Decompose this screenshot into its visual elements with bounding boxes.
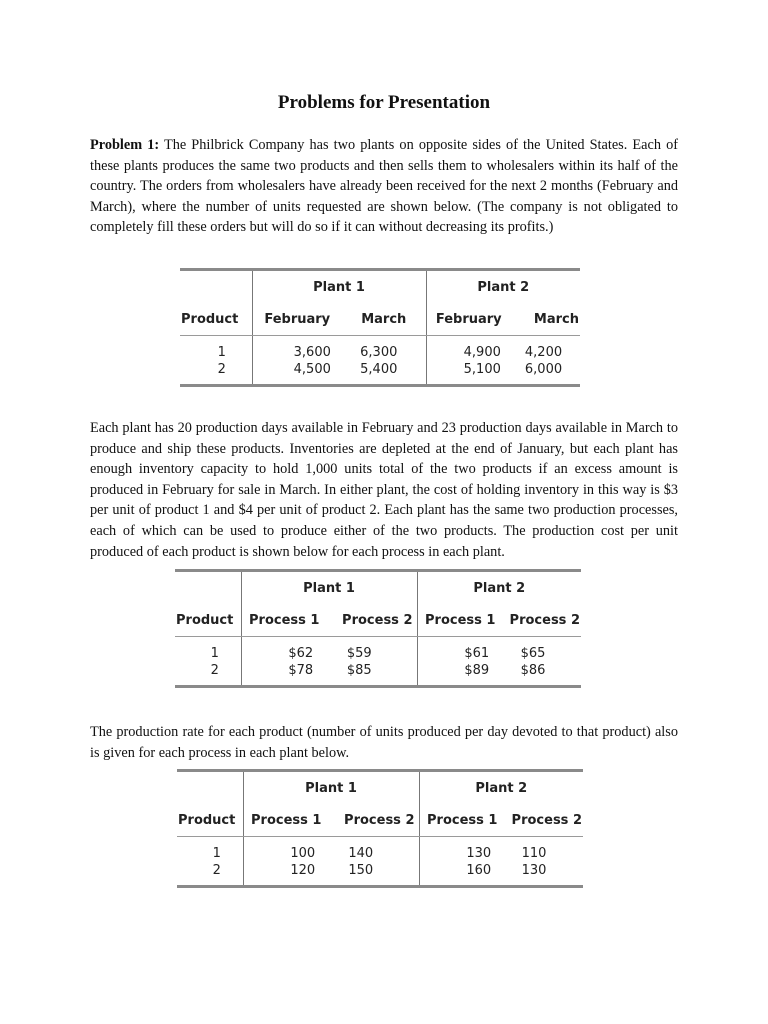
- plant-2-process-1-cell: [419, 837, 505, 887]
- cost-value: $86: [520, 663, 546, 678]
- rate-value: 140: [348, 846, 374, 861]
- cost-value: $89: [464, 663, 490, 678]
- corner-cell: [175, 571, 241, 606]
- rate-value: 120: [290, 863, 316, 878]
- plant-2-header: Plant 2: [419, 771, 583, 806]
- corner-cell: [177, 771, 243, 806]
- product-column-header: Product: [175, 605, 241, 637]
- product-column-header: Product: [177, 805, 243, 837]
- plant-2-header: Plant 2: [417, 571, 581, 606]
- order-value: 4,500: [293, 362, 331, 377]
- plant-1-process-2-cell: [327, 637, 417, 687]
- cost-value: $62: [288, 646, 314, 661]
- product-id: 1: [217, 345, 226, 360]
- rate-value: 110: [521, 846, 547, 861]
- plant-1-process-1-header: Process 1: [241, 605, 327, 637]
- problem-1-text: The Philbrick Company has two plants on opposite sides of the United States. Each of these plants produces the same two products and then sells them to wholesalers within its half of the country. The orders from wholesalers have already been received for the next 2 months (February and March), where the number of units requested are shown below. (The company is not obligated to completely fill these orders but will do so if it can without decreasing its profits.): [90, 137, 678, 236]
- rate-value: 150: [348, 863, 374, 878]
- plant-2-process-2-header: Process 2: [505, 805, 583, 837]
- product-id: 2: [210, 663, 219, 678]
- plant-1-process-2-header: Process 2: [329, 805, 419, 837]
- plant-1-header: Plant 1: [243, 771, 419, 806]
- plant-2-process-1-header: Process 1: [417, 605, 503, 637]
- page-title: Problems for Presentation: [277, 92, 491, 113]
- product-cell: [175, 637, 241, 687]
- plant-1-process-2-header: Process 2: [327, 605, 417, 637]
- plant-2-march-cell: [511, 336, 580, 386]
- product-id: 1: [210, 646, 219, 661]
- orders-table: [180, 268, 580, 387]
- product-id: 1: [212, 846, 221, 861]
- product-id: 2: [217, 362, 226, 377]
- rate-value: 160: [466, 863, 492, 878]
- product-cell: [180, 336, 252, 386]
- order-value: 5,400: [360, 362, 398, 377]
- plant-2-process-2-header: Process 2: [503, 605, 581, 637]
- plant-1-february-header: February: [252, 304, 342, 336]
- order-value: 6,000: [524, 362, 563, 377]
- plant-2-process-2-cell: [505, 837, 583, 887]
- plant-2-process-2-cell: [503, 637, 581, 687]
- product-cell: [177, 837, 243, 887]
- cost-value: $85: [346, 663, 372, 678]
- cost-value: $61: [464, 646, 490, 661]
- production-rate-paragraph: The production rate for each product (number of units produced per day devoted to that product) also is given for each process in each plant below.: [90, 724, 678, 761]
- plant-1-process-1-cell: [241, 637, 327, 687]
- cost-value: $59: [346, 646, 372, 661]
- cost-table: [175, 569, 581, 688]
- rate-value: 130: [466, 846, 492, 861]
- rate-table: [177, 769, 583, 888]
- plant-1-process-1-header: Process 1: [243, 805, 329, 837]
- plant-2-process-1-cell: [417, 637, 503, 687]
- plant-1-header: Plant 1: [252, 270, 426, 305]
- plant-1-header: Plant 1: [241, 571, 417, 606]
- problem-1-paragraph: [90, 135, 678, 238]
- plant-1-march-header: March: [342, 304, 426, 336]
- problem-label: Problem 1:: [90, 137, 160, 153]
- cost-value: $65: [520, 646, 546, 661]
- plant-2-header: Plant 2: [426, 270, 580, 305]
- plant-1-process-1-cell: [243, 837, 329, 887]
- plant-1-march-cell: [342, 336, 426, 386]
- product-column-header: Product: [180, 304, 252, 336]
- plant-1-process-2-cell: [329, 837, 419, 887]
- product-id: 2: [212, 863, 221, 878]
- rate-value: 130: [521, 863, 547, 878]
- order-value: 3,600: [293, 345, 331, 360]
- plant-2-process-1-header: Process 1: [419, 805, 505, 837]
- rate-value: 100: [290, 846, 316, 861]
- plant-1-february-cell: [252, 336, 342, 386]
- plant-2-march-header: March: [511, 304, 580, 336]
- order-value: 5,100: [463, 362, 501, 377]
- plant-2-february-header: February: [426, 304, 511, 336]
- production-days-paragraph: Each plant has 20 production days available in February and 23 production days available in March to produce and ship these products. Inventories are depleted at the end of January, but each plant has enough inventory capacity to hold 1,000 units total of the two products if an excess amount is produced in February for sale in March. In either plant, the cost of holding inventory in this way is $3 per unit of product 1 and $4 per unit of product 2. Each plant has the same two production processes, each of which can be used to produce either of the two products. The production cost per unit produced of each product is shown below for each process in each plant.: [90, 420, 678, 560]
- order-value: 6,300: [360, 345, 398, 360]
- order-value: 4,900: [463, 345, 501, 360]
- order-value: 4,200: [524, 345, 563, 360]
- cost-value: $78: [288, 663, 314, 678]
- plant-2-february-cell: [426, 336, 511, 386]
- corner-cell: [180, 270, 252, 305]
